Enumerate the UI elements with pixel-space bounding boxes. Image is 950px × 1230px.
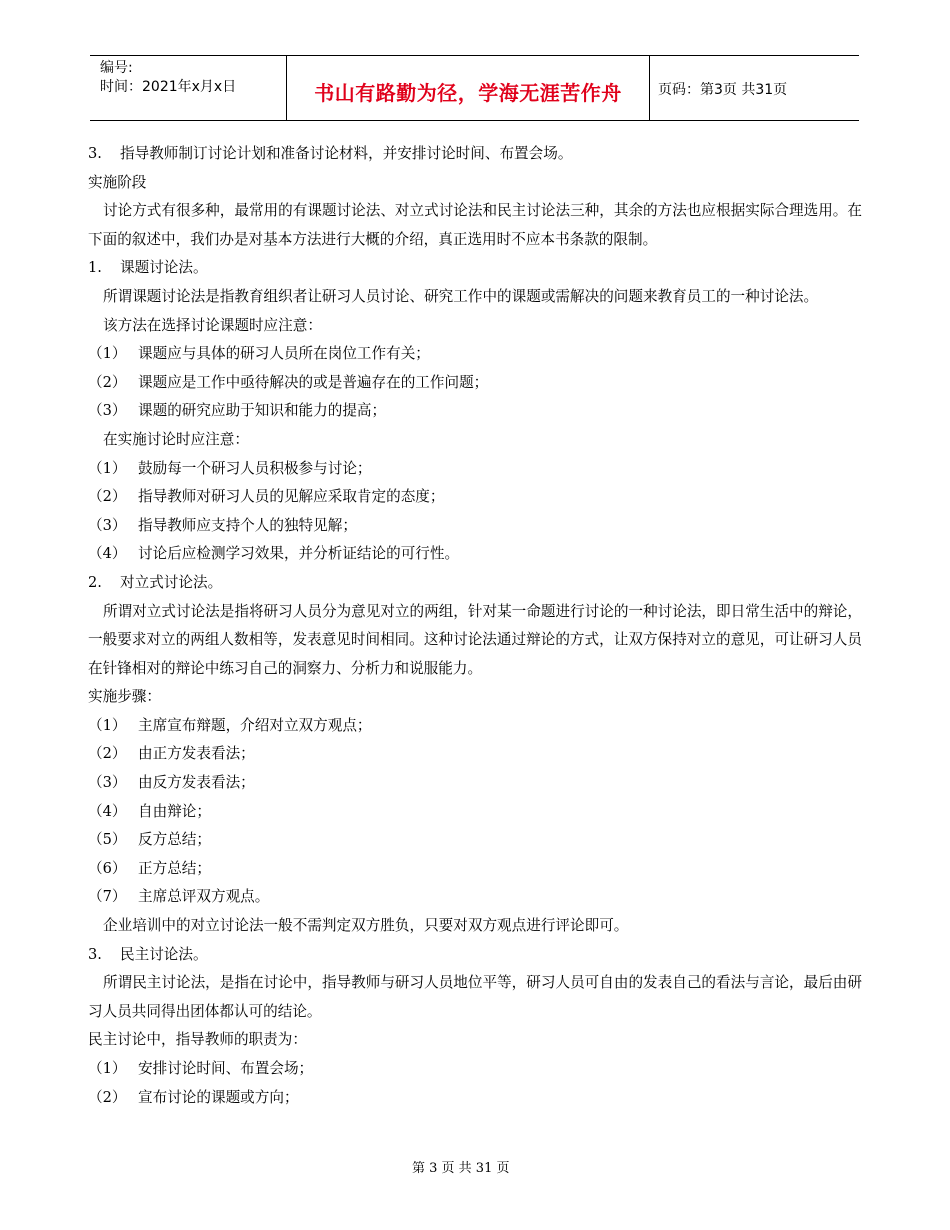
list-item-text: 指导教师应支持个人的独特见解； xyxy=(138,516,357,534)
list-item-text: 自由辩论； xyxy=(138,802,211,820)
paragraph: 企业培训中的对立讨论法一般不需判定双方胜负，只要对双方观点进行评论即可。 xyxy=(103,917,629,935)
list-item-text: 主席宣布辩题，介绍对立双方观点； xyxy=(138,716,372,734)
list-item-text: 课题应是工作中亟待解决的或是普遍存在的工作问题； xyxy=(138,373,489,391)
list-item: 3. 指导教师制订讨论计划和准备讨论材料，并安排讨论时间、布置会场。 xyxy=(88,145,573,162)
list-item-text: 主席总评双方观点。 xyxy=(138,888,270,906)
list-item-number: （1） xyxy=(88,345,127,363)
list-item xyxy=(88,740,862,769)
list-item xyxy=(88,340,862,369)
time-label: 时间：2021年x月x日 xyxy=(100,79,237,95)
list-item xyxy=(88,883,862,912)
paragraph: 讨论方式有很多种，最常用的有课题讨论法、对立式讨论法和民主讨论法三种，其余的方法也应根据实际合理选用。在下面的叙述中，我们办是对基本方法进行大概的介绍，真正选用时不应本书条款的限制。 xyxy=(88,202,862,248)
list-item xyxy=(88,798,862,827)
list-item-text: 由反方发表看法； xyxy=(138,774,255,792)
paragraph: 所谓课题讨论法是指教育组织者让研习人员讨论、研究工作中的课题或需解决的问题来教育员工的一种讨论法。 xyxy=(103,287,819,305)
list-item-number: （4） xyxy=(88,802,127,820)
section-heading: 实施阶段 xyxy=(88,173,147,191)
paragraph: 该方法在选择讨论课题时应注意： xyxy=(103,316,322,334)
number-label: 编号: xyxy=(100,60,133,76)
page-footer: 第 3 页 共 31 页 xyxy=(412,1161,510,1176)
list-item xyxy=(88,397,862,426)
list-item-number: （1） xyxy=(88,459,127,477)
implement-list xyxy=(88,455,862,569)
list-item-number: （3） xyxy=(88,516,127,534)
list-item-text: 正方总结； xyxy=(138,859,211,877)
list-item xyxy=(88,369,862,398)
list-item-number: （7） xyxy=(88,888,127,906)
header-page-label: 页码：第3页 共31页 xyxy=(658,82,788,98)
list-item xyxy=(88,1055,862,1084)
list-item-text: 鼓励每一个研习人员积极参与讨论； xyxy=(138,459,372,477)
list-item xyxy=(88,540,862,569)
list-item xyxy=(88,855,862,884)
list-item-text: 宣布讨论的课题或方向； xyxy=(138,1088,299,1106)
method-heading-1: 1. 课题讨论法。 xyxy=(88,259,208,277)
topic-list xyxy=(88,340,862,426)
list-item-number: （3） xyxy=(88,774,127,792)
list-item xyxy=(88,512,862,541)
duty-label: 民主讨论中，指导教师的职责为： xyxy=(88,1031,307,1049)
paragraph: 所谓对立式讨论法是指将研习人员分为意见对立的两组，针对某一命题进行讨论的一种讨论法，即日常生活中的辩论，一般要求对立的两组人数相等，发表意见时间相同。这种讨论法通过辩论的方式，让双方保持对立的意见，可让研习人员在针锋相对的辩论中练习自己的洞察力、分析力和说服能力。 xyxy=(88,602,862,677)
list-item-number: （2） xyxy=(88,488,127,506)
list-item-number: （1） xyxy=(88,1060,127,1077)
list-item xyxy=(88,712,862,741)
list-item xyxy=(88,826,862,855)
list-item-text: 讨论后应检测学习效果，并分析证结论的可行性。 xyxy=(138,545,460,563)
list-item-number: （2） xyxy=(88,373,127,391)
list-item xyxy=(88,483,862,512)
steps-list xyxy=(88,712,862,912)
header-motto: 书山有路勤为径，学海无涯苦作舟 xyxy=(286,56,650,120)
list-item-text: 反方总结； xyxy=(138,831,211,849)
list-item-text: 课题应与具体的研习人员所在岗位工作有关； xyxy=(138,345,430,363)
list-item xyxy=(88,1084,862,1113)
list-item-number: （2） xyxy=(88,745,127,763)
document-header xyxy=(90,55,859,121)
list-item-number: （2） xyxy=(88,1088,127,1106)
list-item-number: （6） xyxy=(88,859,127,877)
steps-label: 实施步骤： xyxy=(88,688,161,706)
method-heading-2: 2. 对立式讨论法。 xyxy=(88,573,223,591)
header-meta xyxy=(90,56,286,120)
list-item-number: （3） xyxy=(88,402,127,420)
list-item-text: 指导教师对研习人员的见解应采取肯定的态度； xyxy=(138,488,445,506)
list-item-text: 由正方发表看法； xyxy=(138,745,255,763)
list-item-text: 课题的研究应助于知识和能力的提高； xyxy=(138,402,387,420)
duty-list xyxy=(88,1055,862,1112)
list-item-number: （4） xyxy=(88,545,127,563)
paragraph: 所谓民主讨论法，是指在讨论中，指导教师与研习人员地位平等，研习人员可自由的发表自己的看法与言论，最后由研习人员共同得出团体都认可的结论。 xyxy=(88,974,862,1020)
list-item-text: 安排讨论时间、布置会场； xyxy=(138,1060,314,1077)
list-item-number: （5） xyxy=(88,831,127,849)
list-item xyxy=(88,455,862,484)
list-item xyxy=(88,769,862,798)
method-heading-3: 3. 民主讨论法。 xyxy=(88,945,208,963)
list-item-number: （1） xyxy=(88,716,127,734)
document-body xyxy=(88,140,862,1112)
paragraph: 在实施讨论时应注意： xyxy=(103,430,249,448)
